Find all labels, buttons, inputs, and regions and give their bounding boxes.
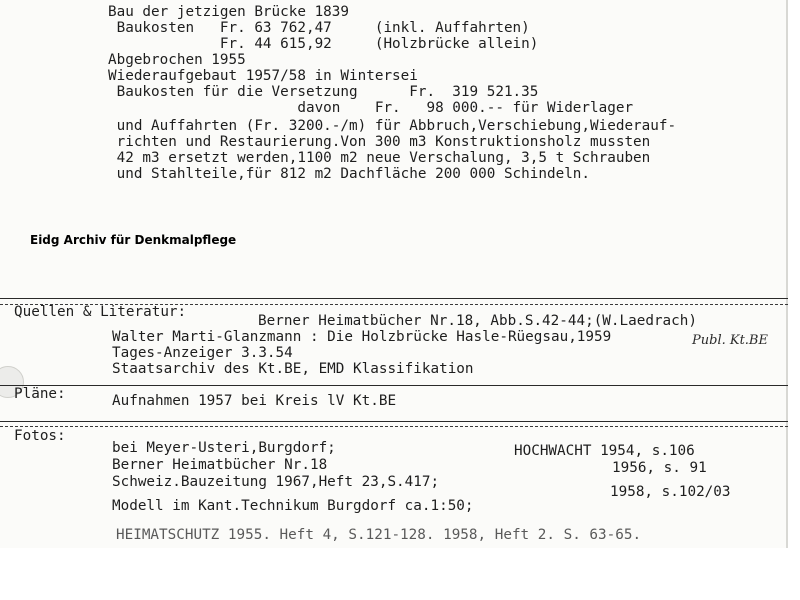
photos-line-5: HEIMATSCHUTZ 1955. Heft 4, S.121-128. 1958, Heft 2. S. 63-65. — [116, 527, 642, 543]
photos-line-2: Berner Heimatbücher Nr.18 — [112, 457, 328, 473]
hochwacht-1956: 1956, s. 91 — [612, 460, 707, 476]
photos-line-1: bei Meyer-Usteri,Burgdorf; — [112, 440, 336, 456]
sources-line-3: Tages-Anzeiger 3.3.54 — [112, 345, 293, 361]
replacement-line: 42 m3 ersetzt werden,1100 m2 neue Verschalung, 3,5 t Schrauben — [108, 150, 651, 166]
demolished-line: Abgebrochen 1955 — [108, 52, 246, 68]
relocation-cost-line: Baukosten für die Versetzung Fr. 319 521.35 — [108, 84, 539, 100]
hochwacht-1958: 1958, s.102/03 — [610, 484, 731, 500]
sources-label: Quellen & Literatur: — [14, 304, 187, 320]
construction-year-line: Bau der jetzigen Brücke 1839 — [108, 4, 350, 20]
photos-line-3: Schweiz.Bauzeitung 1967,Heft 23,S.417; — [112, 474, 440, 490]
wooden-bridge-cost-line: Fr. 44 615,92 (Holzbrücke allein) — [108, 36, 539, 52]
sources-line-1: Berner Heimatbücher Nr.18, Abb.S.42-44;(W.Laedrach) — [258, 313, 697, 329]
rebuilt-line: Wiederaufgebaut 1957/58 in Wintersei — [108, 68, 418, 84]
restoration-line: richten und Restaurierung.Von 300 m3 Konstruktionsholz mussten — [108, 134, 651, 150]
card-edge — [786, 0, 788, 548]
ramps-line: und Auffahrten (Fr. 3200.-/m) für Abbruch,Verschiebung,Wiederauf- — [108, 118, 677, 134]
construction-cost-line: Baukosten Fr. 63 762,47 (inkl. Auffahrten) — [108, 20, 530, 36]
handwritten-note: Publ. Kt.BE — [692, 333, 768, 348]
photos-label: Fotos: — [14, 428, 66, 444]
hochwacht-1954: HOCHWACHT 1954, s.106 — [514, 443, 695, 459]
abutment-cost-line: davon Fr. 98 000.-- für Widerlager — [108, 100, 634, 116]
shingles-line: und Stahlteile,für 812 m2 Dachfläche 200 000 Schindeln. — [108, 166, 591, 182]
sources-line-2: Walter Marti-Glanzmann : Die Holzbrücke Hasle-Rüegsau,1959 — [112, 329, 612, 345]
divider-photos — [0, 421, 788, 422]
sources-line-4: Staatsarchiv des Kt.BE, EMD Klassifikation — [112, 361, 474, 377]
divider-plans — [0, 385, 788, 386]
archive-stamp: Eidg Archiv für Denkmalpflege — [30, 233, 237, 247]
plans-label: Pläne: — [14, 386, 66, 402]
divider-sources — [0, 298, 788, 299]
divider-photos-dashed — [0, 426, 788, 427]
photos-line-4: Modell im Kant.Technikum Burgdorf ca.1:50; — [112, 498, 474, 514]
plans-line-1: Aufnahmen 1957 bei Kreis lV Kt.BE — [112, 393, 397, 409]
